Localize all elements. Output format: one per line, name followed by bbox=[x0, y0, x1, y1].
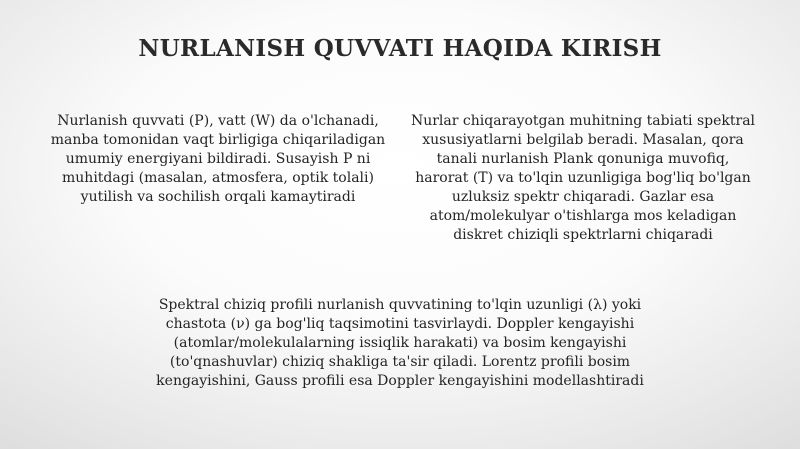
paragraph-spectral-properties: Nurlar chiqarayotgan muhitning tabiati spektral xususiyatlarni belgilab beradi. Masalan, qora tanali nurlanish Plank qonuniga muvofiq, harorat (T) va to'lqin uzunligiga bog'liq bo'lgan uzluksiz spektr chiqaradi. Gazlar esa atom/molekulyar o'tishlarga mos keladigan diskret chiziqli spektrlarni chiqaradi bbox=[410, 113, 756, 243]
slide-title: NURLANISH QUVVATI HAQIDA KIRISH bbox=[138, 35, 662, 62]
paragraph-radiation-power: Nurlanish quvvati (P), vatt (W) da o'lchanadi, manba tomonidan vaqt birligiga chiqariladigan umumiy energiyani bildiradi. Susayish P ni muhitdagi (masalan, atmosfera, optik tolali) yutilish va sochilish orqali kamaytiradi bbox=[50, 113, 386, 205]
paragraph-line-profile: Spektral chiziq profili nurlanish quvvatining to'lqin uzunligi (λ) yoki chastota (ν) ga bog'liq taqsimotini tasvirlaydi. Doppler kengayishi (atomlar/molekulalarning issiqlik harakati) va bosim kengayishi (to'qnashuvlar) chiziq shakliga ta'sir qiladi. Lorentz profili bosim kengayishini, Gauss profili esa Doppler kengayishini modellashtiradi bbox=[156, 297, 644, 389]
